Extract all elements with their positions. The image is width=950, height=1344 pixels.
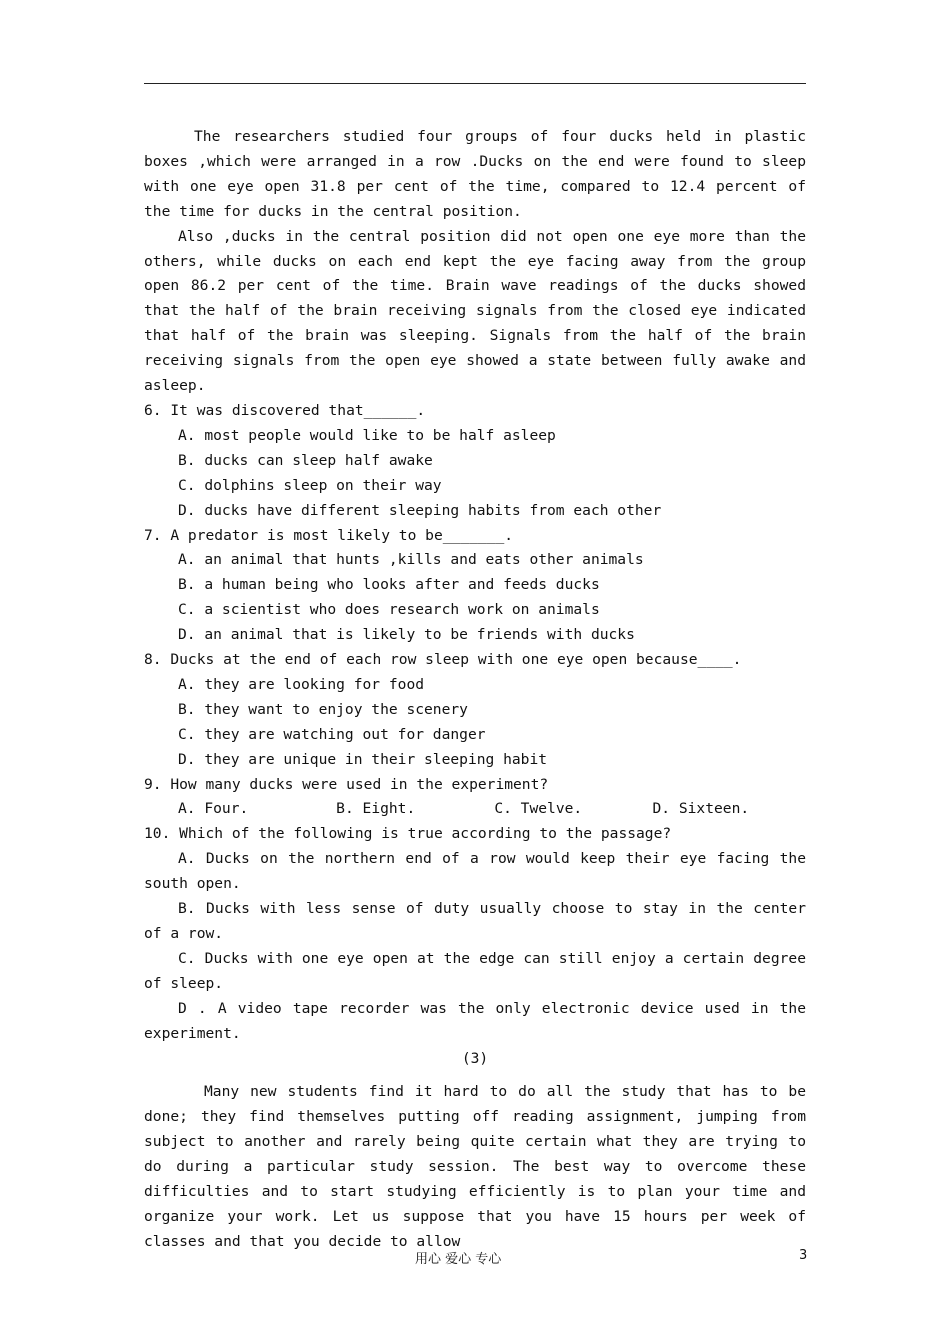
- option-c: C. dolphins sleep on their way: [178, 476, 442, 494]
- option-a: A. Four.: [178, 800, 249, 818]
- header-rule: [144, 83, 806, 84]
- question-stem: 10. Which of the following is true according to the passage?: [144, 825, 672, 843]
- question-7: [144, 524, 806, 649]
- option-c: C. a scientist who does research work on animals: [178, 601, 600, 619]
- option-b: B. a human being who looks after and feeds ducks: [178, 576, 600, 594]
- option-b: B. they want to enjoy the scenery: [178, 700, 468, 718]
- passage-paragraph-1: The researchers studied four groups of four ducks held in plastic boxes ,which were arranged in a row .Ducks on the end were found to sleep with one eye open 31.8 per cent of the time, compared to 12.4 percent of the time for ducks in the central position.: [144, 128, 806, 220]
- section-heading: (3): [461, 1049, 489, 1067]
- option-d: D. an animal that is likely to be friends with ducks: [178, 626, 635, 644]
- page-number: 3: [799, 1248, 808, 1263]
- option-c: C. Ducks with one eye open at the edge can still enjoy a certain degree of sleep.: [144, 949, 806, 992]
- question-stem: 8. Ducks at the end of each row sleep with one eye open because____.: [144, 651, 742, 669]
- question-stem: 6. It was discovered that______.: [144, 401, 426, 419]
- option-d: D. ducks have different sleeping habits from each other: [178, 501, 662, 519]
- document-body: [144, 125, 806, 1255]
- option-d: D. Sixteen.: [652, 800, 750, 818]
- question-8: [144, 648, 806, 773]
- option-a: A. most people would like to be half asleep: [178, 426, 556, 444]
- question-9: [144, 773, 806, 823]
- options-row: [144, 797, 806, 822]
- option-b: B. Ducks with less sense of duty usually choose to stay in the center of a row.: [144, 900, 806, 942]
- passage-paragraph-2: Also ,ducks in the central position did not open one eye more than the others, while ducks on each end kept the eye facing away from the group open 86.2 per cent of the time. Brain wave readings of the ducks showed that the half of the brain receiving signals from the closed eye indicated that half of the brain was sleeping. Signals from the half of the brain receiving signals from the open eye showed a state between fully awake and asleep.: [144, 227, 806, 395]
- option-a: A. Ducks on the northern end of a row would keep their eye facing the south open.: [144, 850, 806, 893]
- option-c: C. Twelve.: [494, 800, 583, 818]
- option-b: B. ducks can sleep half awake: [178, 451, 433, 469]
- section3-paragraph-1: Many new students find it hard to do all the study that has to be done; they find themselves putting off reading assignment, jumping from subject to another and rarely being quite certain what they are trying to do during a particular study session. The best way to overcome these difficulties and to start studying efficiently is to plan your time and organize your work. Let us suppose that you have 15 hours per week of classes and that you decide to allow: [144, 1083, 806, 1250]
- page-footer: [0, 1248, 950, 1268]
- option-a: A. an animal that hunts ,kills and eats other animals: [178, 551, 644, 569]
- option-d: D. they are unique in their sleeping habit: [178, 750, 548, 768]
- question-stem: 7. A predator is most likely to be_______.: [144, 526, 514, 544]
- option-a: A. they are looking for food: [178, 675, 425, 693]
- footer-motto: 用心 爱心 专心: [415, 1252, 502, 1267]
- option-b: B. Eight.: [336, 800, 416, 818]
- question-10: [144, 822, 806, 1046]
- option-d: D . A video tape recorder was the only electronic device used in the experiment.: [144, 999, 806, 1042]
- option-c: C. they are watching out for danger: [178, 725, 486, 743]
- question-stem: 9. How many ducks were used in the experiment?: [144, 775, 549, 793]
- question-6: [144, 399, 806, 524]
